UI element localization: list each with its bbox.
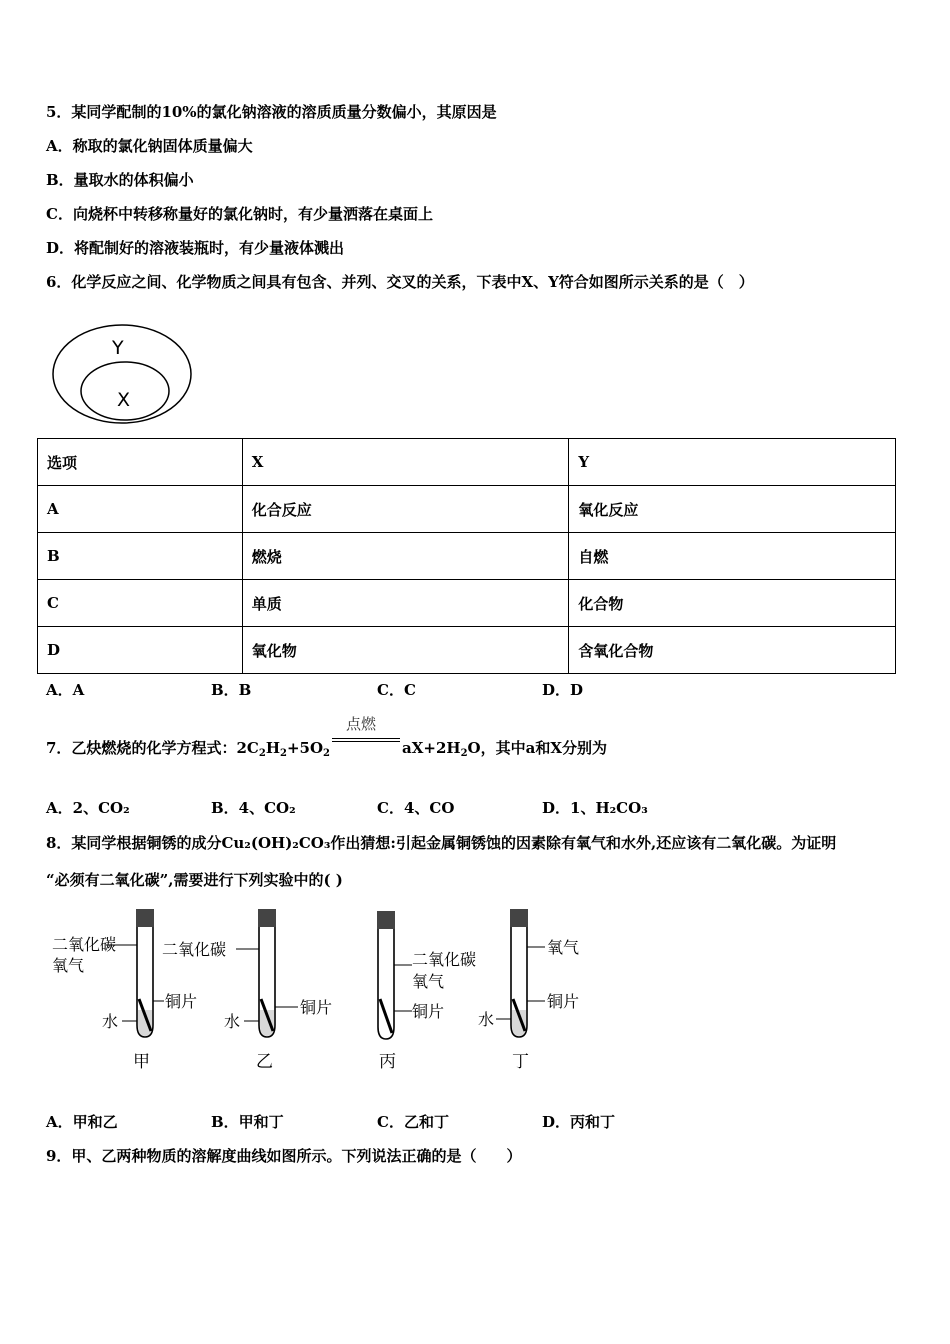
table-cell: B — [38, 533, 243, 580]
tube-body — [378, 929, 394, 1039]
q5-option-c[interactable]: C．向烧杯中转移称量好的氯化钠时，有少量洒落在桌面上 — [46, 205, 433, 223]
q7-option-d[interactable]: D．1、H₂CO₃ — [542, 799, 648, 817]
tube-label: 氧气 — [412, 972, 445, 991]
table-row — [38, 627, 896, 674]
q6-option-c[interactable]: C．C — [377, 681, 416, 699]
q7-condition: 点燃 — [346, 715, 377, 733]
q7-option-c[interactable]: C．4、CO — [377, 799, 455, 817]
q6-option-a[interactable]: A．A — [46, 681, 85, 699]
venn-outer-label: Y — [112, 337, 124, 359]
tube-name: 丁 — [512, 1052, 529, 1072]
tube-label: 水 — [102, 1012, 119, 1031]
table-header-row — [38, 439, 896, 486]
table-header-cell: 选项 — [38, 439, 243, 486]
test-tube-yi — [162, 909, 332, 1072]
table-cell: D — [38, 627, 243, 674]
q5-option-b[interactable]: B．量取水的体积偏小 — [46, 171, 194, 189]
tube-label: 铜片 — [165, 992, 198, 1011]
q6-venn-diagram — [48, 322, 198, 426]
table-row — [38, 580, 896, 627]
tube-name: 乙 — [256, 1052, 273, 1072]
table-header-cell: X — [242, 439, 569, 486]
q8-option-b[interactable]: B．甲和丁 — [211, 1113, 284, 1131]
table-cell: A — [38, 486, 243, 533]
tube-label: 水 — [224, 1012, 241, 1031]
table-cell: 氧化反应 — [569, 486, 896, 533]
test-tube-bing — [377, 911, 476, 1072]
q8-stem-line1: 8．某同学根据铜锈的成分Cu₂(OH)₂CO₃作出猜想:引起金属铜锈蚀的因素除有氧气和水外,还应该有二氧化碳。为证明 — [46, 834, 837, 852]
q6-option-b[interactable]: B．B — [211, 681, 252, 699]
rubber-stopper — [510, 909, 528, 927]
tube-label: 氧气 — [547, 938, 580, 957]
tube-name: 甲 — [133, 1052, 150, 1072]
tube-label: 氧气 — [52, 956, 85, 975]
q9-stem: 9．甲、乙两种物质的溶解度曲线如图所示。下列说法正确的是（ ） — [46, 1147, 522, 1165]
tube-label: 铜片 — [547, 992, 580, 1011]
q8-option-a[interactable]: A．甲和乙 — [46, 1113, 118, 1131]
table-cell: 自燃 — [569, 533, 896, 580]
q7-option-a[interactable]: A．2、CO₂ — [46, 799, 130, 817]
copper-strip — [380, 999, 392, 1033]
table-cell: 含氧化合物 — [569, 627, 896, 674]
rubber-stopper — [136, 909, 154, 927]
q8-option-c[interactable]: C．乙和丁 — [377, 1113, 449, 1131]
q7-reaction-arrow — [330, 715, 402, 758]
q7-stem — [46, 715, 607, 759]
table-cell: 单质 — [242, 580, 569, 627]
tube-name: 丙 — [379, 1052, 396, 1072]
table-cell: 氧化物 — [242, 627, 569, 674]
tube-label: 铜片 — [300, 998, 333, 1017]
table-header-cell: Y — [569, 439, 896, 486]
tube-label: 二氧化碳 — [162, 940, 227, 959]
table-cell: 化合物 — [569, 580, 896, 627]
q8-option-d[interactable]: D．丙和丁 — [542, 1113, 616, 1131]
q7-products: $aX+2H_2O$ — [402, 739, 481, 759]
q6-table — [37, 438, 896, 674]
q7-reactants: $2C_2H_2+5O_2$ — [236, 739, 331, 759]
tube-label: 水 — [478, 1010, 495, 1029]
table-cell: 燃烧 — [242, 533, 569, 580]
q7-option-b[interactable]: B．4、CO₂ — [211, 799, 296, 817]
table-cell: 化合反应 — [242, 486, 569, 533]
tube-label: 铜片 — [412, 1002, 445, 1021]
q7-stem-suffix: ，其中a和X分别为 — [480, 739, 607, 757]
q6-stem: 6．化学反应之间、化学物质之间具有包含、并列、交叉的关系，下表中X、Y符合如图所示关系的是（ ） — [46, 273, 754, 291]
venn-inner-label: X — [117, 389, 131, 411]
tube-label: 二氧化碳 — [52, 935, 117, 954]
table-cell: C — [38, 580, 243, 627]
q8-stem-line2: “必须有二氧化碳”,需要进行下列实验中的( ) — [46, 871, 343, 889]
q5-option-d[interactable]: D．将配制好的溶液装瓶时，有少量液体溅出 — [46, 239, 345, 257]
table-row — [38, 486, 896, 533]
rubber-stopper — [377, 911, 395, 929]
test-tube-jia — [52, 909, 197, 1072]
q7-stem-prefix: 7．乙炔燃烧的化学方程式： — [46, 739, 237, 757]
q6-option-d[interactable]: D．D — [542, 681, 584, 699]
tube-label: 二氧化碳 — [412, 950, 477, 969]
rubber-stopper — [258, 909, 276, 927]
test-tube-ding — [478, 909, 579, 1072]
q5-stem: 5．某同学配制的10%的氯化钠溶液的溶质质量分数偏小，其原因是 — [46, 103, 497, 121]
q5-option-a[interactable]: A．称取的氯化钠固体质量偏大 — [46, 137, 253, 155]
q8-test-tube-figure — [40, 905, 640, 1080]
table-row — [38, 533, 896, 580]
